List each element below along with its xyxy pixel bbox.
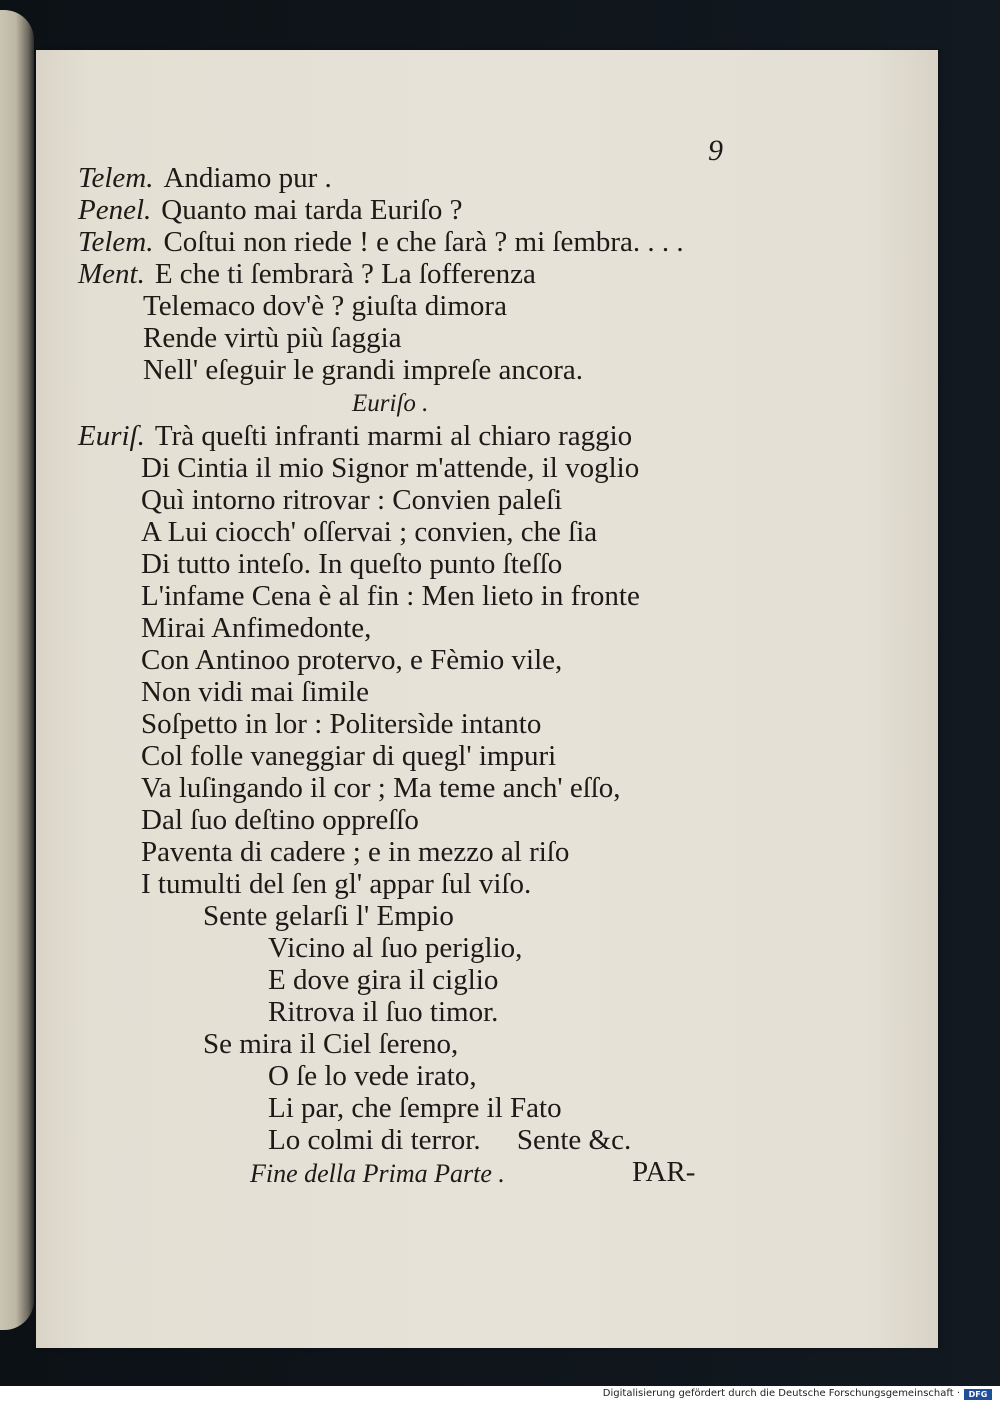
text-line: Sente gelarſi l' Empio — [203, 900, 454, 932]
text-line: Col folle vaneggiar di quegl' impuri — [141, 740, 557, 772]
text-line: I tumulti del ſen gl' appar ſul viſo. — [141, 868, 532, 900]
footer-bar — [0, 1386, 1000, 1403]
text-line: Vicino al ſuo periglio, — [268, 932, 523, 964]
text-line: Lo colmi di terror. Sente &c. — [268, 1124, 632, 1156]
text-line: Rende virtù più ſaggia — [143, 322, 402, 354]
text-line: Soſpetto in lor : Politersìde intanto — [141, 708, 542, 740]
text-line: E dove gira il ciglio — [268, 964, 499, 996]
text-line: Va luſingando il cor ; Ma teme anch' eſſo, — [141, 772, 621, 804]
stage-direction: Euriſo . — [352, 390, 429, 417]
text-line: Telem. Andiamo pur . — [78, 162, 332, 194]
text-line: A Lui ciocch' oſſervai ; convien, che ſia — [141, 516, 598, 548]
text-line: Quì intorno ritrovar : Convien paleſi — [141, 484, 563, 516]
page-number: 9 — [708, 134, 723, 167]
text-line: Se mira il Ciel ſereno, — [203, 1028, 459, 1060]
text-line: Mirai Anfimedonte, — [141, 612, 372, 644]
text-line: Ritrova il ſuo timor. — [268, 996, 499, 1028]
catchword: PAR- — [632, 1156, 696, 1188]
footer-credit: Digitalisierung gefördert durch die Deutsche Forschungsgemeinschaft · — [602, 1388, 960, 1399]
text-line: Con Antinoo protervo, e Fèmio vile, — [141, 644, 563, 676]
text-line: Nell' eſeguir le grandi impreſe ancora. — [143, 354, 584, 386]
previous-page-edge — [0, 10, 34, 1330]
text-line: L'infame Cena è al fin : Men lieto in fronte — [141, 580, 640, 612]
text-line: Di tutto inteſo. In queſto punto ſteſſo — [141, 548, 563, 580]
text-line: Di Cintia il mio Signor m'attende, il voglio — [141, 452, 640, 484]
text-line: Telem. Coſtui non riede ! e che ſarà ? mi ſembra. . . . — [78, 226, 684, 258]
text-line: Ment. E che ti ſembrarà ? La ſofferenza — [78, 258, 536, 290]
text-line: Telemaco dov'è ? giuſta dimora — [143, 290, 507, 322]
text-line: Euriſ. Trà queſti infranti marmi al chiaro raggio — [78, 420, 633, 452]
text-line: O ſe lo vede irato, — [268, 1060, 477, 1092]
section-end: Fine della Prima Parte . — [250, 1159, 505, 1188]
text-line: Paventa di cadere ; e in mezzo al riſo — [141, 836, 570, 868]
text-line: Penel. Quanto mai tarda Euriſo ? — [78, 194, 463, 226]
text-line: Dal ſuo deſtino oppreſſo — [141, 804, 419, 836]
text-line: Non vidi mai ſimile — [141, 676, 369, 708]
text-line: Li par, che ſempre il Fato — [268, 1092, 562, 1124]
dfg-logo: DFG — [964, 1389, 992, 1400]
